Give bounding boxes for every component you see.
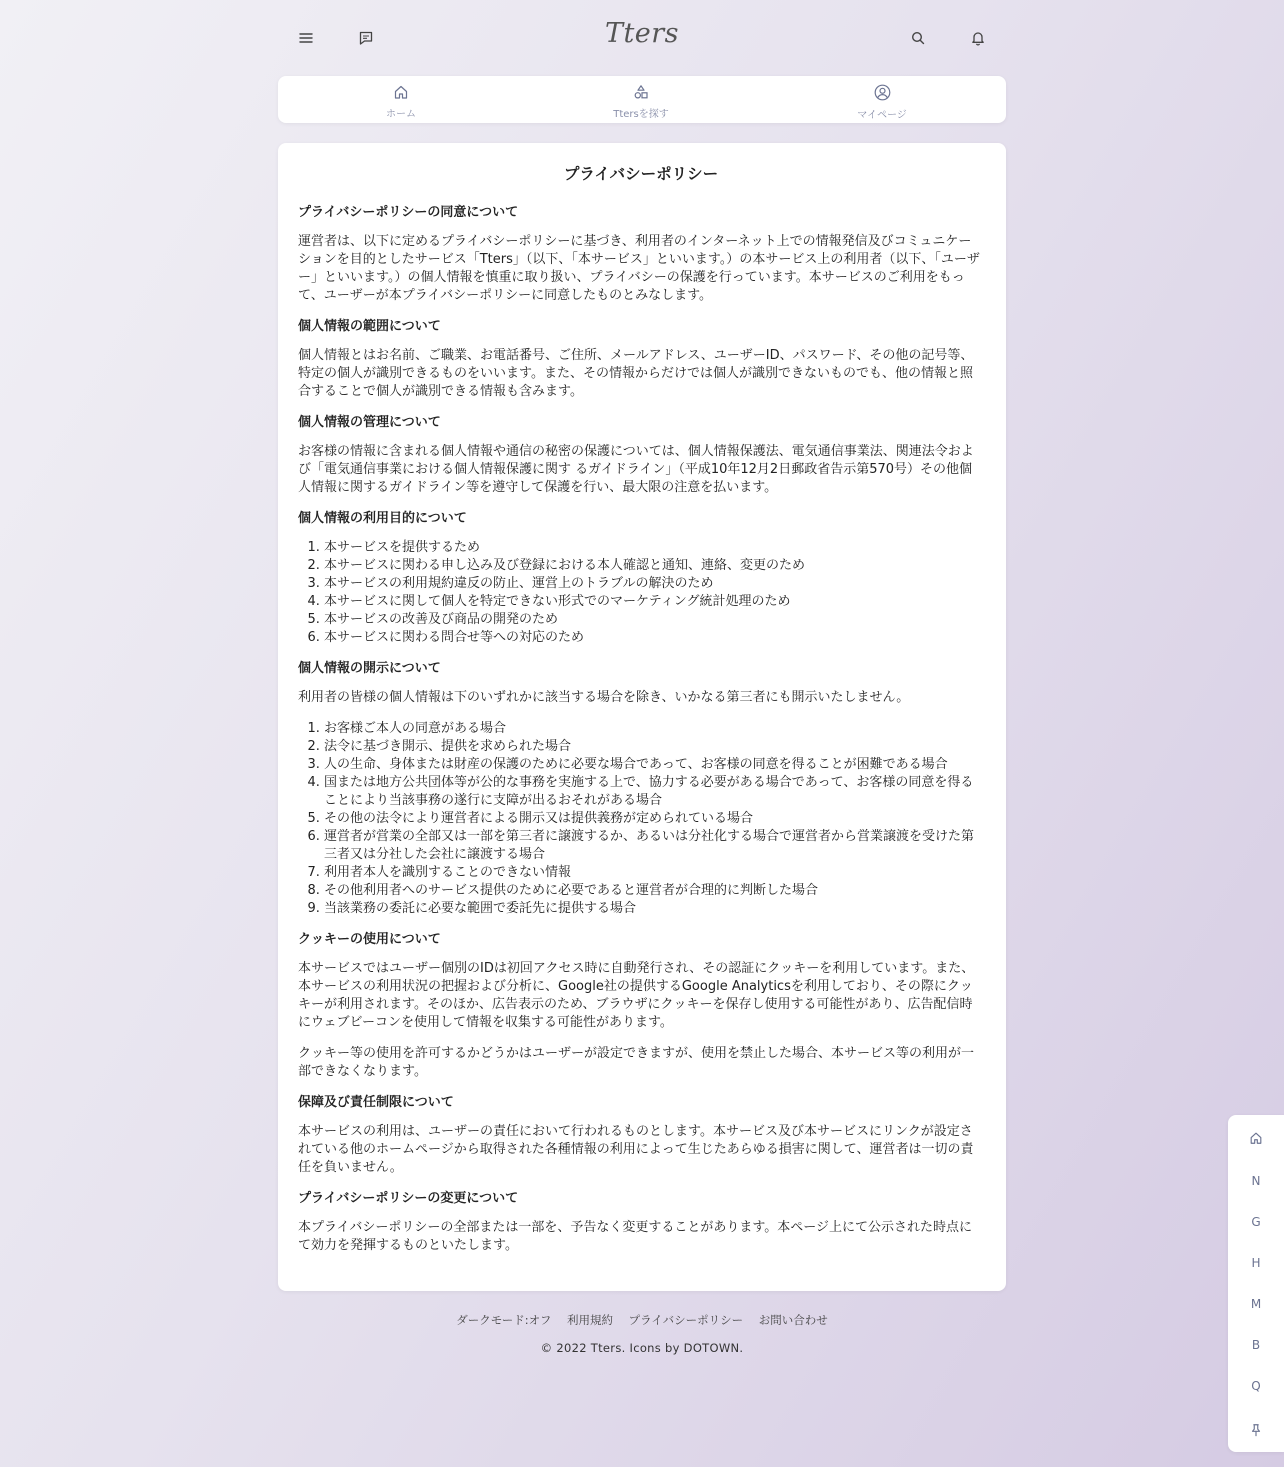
section-heading: 個人情報の管理について — [298, 415, 441, 430]
nav-home-label: ホーム — [386, 109, 416, 120]
sidebar-letter-m[interactable]: M — [1250, 1297, 1262, 1311]
list-item: 2. 本サービスに関わる申し込み及び登録における本人確認と通知、連絡、変更のため — [324, 557, 984, 575]
section-heading: 個人情報の開示について — [298, 661, 441, 676]
copyright: © 2022 Tters. Icons by DOTOWN. — [540, 1341, 744, 1355]
sidebar-letter-h[interactable]: H — [1251, 1256, 1261, 1270]
purpose-list — [298, 539, 984, 647]
list-item: 6. 運営者が営業の全部又は一部を第三者に譲渡するか、あるいは分社化する場合で運営者から営業譲渡を受けた第三者又は分社した会社に譲渡する場合 — [324, 828, 984, 864]
bell-icon — [970, 30, 986, 46]
search-button[interactable] — [900, 20, 936, 56]
list-item: 1. お客様ご本人の同意がある場合 — [324, 720, 984, 738]
terms-link[interactable]: 利用規約 — [566, 1313, 613, 1327]
list-item: 5. 本サービスの改善及び商品の開発のため — [324, 611, 984, 629]
section-heading: クッキーの使用について — [298, 932, 441, 947]
list-item: 2. 法令に基づき開示、提供を求められた場合 — [324, 738, 984, 756]
section-body: 本プライバシーポリシーの全部または一部を、予告なく変更することがあります。本ページ上にて公示された時点にて効力を発揮するものといたします。 — [298, 1220, 973, 1253]
list-item: 5. その他の法令により運営者による開示又は提供義務が定められている場合 — [324, 810, 984, 828]
nav-explore-label: Ttersを探す — [613, 109, 669, 120]
shapes-icon — [633, 84, 649, 100]
section-body: お客様の情報に含まれる個人情報や通信の秘密の保護については、個人情報保護法、電気通信事業法、関連法令および「電気通信事業における個人情報保護に関す るガイドライン」（平成10年12月2日郵政省告示第570号）その他個人情報に関するガイドライン等を遵守して保護を行い、最大限の注意を払います。 — [298, 444, 974, 495]
chat-button[interactable] — [348, 20, 384, 56]
section-body: 本サービスの利用は、ユーザーの責任において行われるものとします。本サービス及び本サービスにリンクが設定されている他のホームページから取得された各種情報の利用によって生じたあらゆる損害に関して、運営者は一切の責任を負いません。 — [298, 1124, 974, 1175]
section-body: 運営者は、以下に定めるプライバシーポリシーに基づき、利用者のインターネット上での情報発信及びコミュニケーションを目的としたサービス「Tters」（以下、「本サービス」といいます。）の本サービス上の利用者（以下、「ユーザー」といいます。）の個人情報を慎重に取り扱い、プライバシーの保護を行っています。本サービスのご利用をもって、ユーザーが本プライバシーポリシーに同意したものとみなします。 — [298, 234, 980, 303]
list-item: 8. その他利用者へのサービス提供のために必要であると運営者が合理的に判断した場合 — [324, 882, 984, 900]
home-icon — [393, 84, 409, 100]
list-item: 3. 本サービスの利用規約違反の防止、運営上のトラブルの解決のため — [324, 575, 984, 593]
section-body: 本サービスではユーザー個別のIDは初回アクセス時に自動発行され、その認証にクッキーを利用しています。また、本サービスの利用状況の把握および分析に、Google社の提供するGoogle Analyticsを利用しており、その際にクッキーが利用されます。そのほか、広告表示のため、ブラウザにクッキーを保存し使用する可能性があり、広告配信時にウェブビーコンを使用して情報を収集する可能性があります。 — [298, 961, 975, 1030]
notification-button[interactable] — [960, 20, 996, 56]
nav-home[interactable] — [336, 84, 466, 120]
list-item: 9. 当該業務の委託に必要な範囲で委託先に提供する場合 — [324, 900, 984, 918]
home-icon — [1249, 1131, 1263, 1145]
footer-links — [278, 1312, 1006, 1328]
page-title: プライバシーポリシー — [563, 165, 719, 183]
contact-link[interactable]: お問い合わせ — [758, 1313, 828, 1327]
quick-sidebar — [1228, 1115, 1284, 1452]
menu-icon — [298, 30, 314, 46]
pin-icon — [1249, 1423, 1263, 1437]
nav-explore[interactable] — [576, 84, 706, 120]
section-heading: プライバシーポリシーの同意について — [298, 205, 519, 220]
sidebar-letter-g[interactable]: G — [1251, 1215, 1261, 1229]
nav-mypage[interactable] — [817, 84, 947, 120]
list-item: 7. 利用者本人を識別することのできない情報 — [324, 864, 984, 882]
list-item: 6. 本サービスに関わる問合せ等への対応のため — [324, 629, 984, 647]
section-heading: 保障及び責任制限について — [298, 1095, 454, 1110]
sidebar-letter-q[interactable]: Q — [1251, 1379, 1261, 1393]
top-bar — [278, 14, 1006, 62]
section-heading: 個人情報の利用目的について — [298, 511, 467, 526]
privacy-policy-card — [278, 143, 1006, 1291]
menu-button[interactable] — [288, 20, 324, 56]
section-body: クッキー等の使用を許可するかどうかはユーザーが設定できますが、使用を禁止した場合、本サービス等の利用が一部できなくなります。 — [298, 1046, 975, 1079]
chat-icon — [358, 30, 374, 46]
search-icon — [910, 30, 926, 46]
sidebar-letter-b[interactable]: B — [1251, 1338, 1261, 1352]
sidebar-home[interactable] — [1228, 1125, 1284, 1149]
main-nav — [278, 76, 1006, 123]
section-body: 利用者の皆様の個人情報は下のいずれかに該当する場合を除き、いかなる第三者にも開示いたしません。 — [298, 690, 910, 705]
list-item: 3. 人の生命、身体または財産の保護のために必要な場合であって、お客様の同意を得ることが困難である場合 — [324, 756, 984, 774]
sidebar-pin[interactable] — [1228, 1417, 1284, 1441]
privacy-link[interactable]: プライバシーポリシー — [628, 1313, 744, 1327]
app-logo[interactable]: Tters — [604, 18, 680, 49]
nav-mypage-label: マイページ — [857, 110, 907, 121]
disclosure-list — [298, 720, 984, 918]
sidebar-letter-n[interactable]: N — [1251, 1174, 1261, 1188]
section-heading: 個人情報の範囲について — [298, 319, 441, 334]
list-item: 1. 本サービスを提供するため — [324, 539, 984, 557]
list-item: 4. 国または地方公共団体等が公的な事務を実施する上で、協力する必要がある場合であって、お客様の同意を得ることにより当該事務の遂行に支障が出るおそれがある場合 — [324, 774, 984, 810]
section-body: 個人情報とはお名前、ご職業、お電話番号、ご住所、メールアドレス、ユーザーID、パスワード、その他の記号等、特定の個人が識別できるものをいいます。また、その情報からだけでは個人が識別できないものでも、他の情報と照合することで個人が識別できる情報も含みます。 — [298, 348, 974, 399]
user-circle-icon — [874, 84, 891, 101]
list-item: 4. 本サービスに関して個人を特定できない形式でのマーケティング統計処理のため — [324, 593, 984, 611]
section-heading: プライバシーポリシーの変更について — [298, 1191, 519, 1206]
dark-mode-toggle[interactable]: ダークモード:オフ — [456, 1313, 552, 1327]
